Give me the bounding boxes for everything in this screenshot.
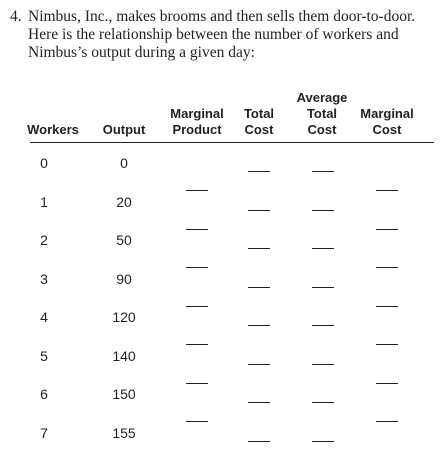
header-workers: Workers — [27, 122, 79, 137]
marginal-product-blank — [186, 306, 208, 307]
total-cost-blank — [248, 325, 270, 326]
workers-cell: 2 — [40, 232, 48, 248]
marginal-product-blank — [186, 383, 208, 384]
average-total-cost-blank — [312, 441, 334, 442]
output-cell: 150 — [112, 386, 136, 402]
average-total-cost-blank — [312, 248, 334, 249]
header-average-total-cost-line1: Average — [296, 90, 348, 105]
marginal-cost-blank — [376, 190, 398, 191]
header-marginal-product-line1: Marginal — [170, 106, 224, 121]
workers-cell: 1 — [40, 193, 48, 210]
output-cell: 120 — [112, 309, 136, 325]
workers-cell: 0 — [40, 155, 48, 171]
average-total-cost-blank — [312, 287, 334, 288]
average-total-cost-blank — [312, 402, 334, 403]
question-number: 4. — [10, 8, 22, 25]
average-total-cost-blank — [312, 325, 334, 326]
header-output: Output — [102, 122, 146, 137]
workers-cell: 5 — [40, 347, 48, 364]
header-average-total-cost-line2: Total — [306, 106, 338, 121]
total-cost-blank — [248, 402, 270, 403]
marginal-cost-blank — [376, 267, 398, 268]
header-marginal-cost-line2: Cost — [372, 122, 402, 137]
marginal-cost-blank — [376, 383, 398, 384]
marginal-product-blank — [186, 267, 208, 268]
marginal-cost-blank — [376, 229, 398, 230]
question — [10, 8, 432, 62]
output-cell: 155 — [112, 424, 136, 441]
total-cost-blank — [248, 171, 270, 172]
average-total-cost-blank — [312, 364, 334, 365]
marginal-cost-blank — [376, 421, 398, 422]
workers-cell: 7 — [40, 424, 48, 441]
total-cost-blank — [248, 441, 270, 442]
marginal-product-blank — [186, 190, 208, 191]
header-total-cost-line1: Total — [243, 106, 275, 121]
workers-cell: 4 — [40, 309, 48, 325]
workers-cell: 3 — [40, 270, 48, 287]
total-cost-blank — [248, 364, 270, 365]
total-cost-blank — [248, 248, 270, 249]
marginal-product-blank — [186, 344, 208, 345]
output-cell: 140 — [112, 347, 136, 364]
output-cell: 20 — [116, 193, 132, 210]
question-text: Nimbus, Inc., makes brooms and then sells them door-to-door. Here is the relationship between the number of workers and Nimbus’s output during a given day: — [28, 8, 416, 61]
average-total-cost-blank — [312, 210, 334, 211]
total-cost-blank — [248, 287, 270, 288]
header-total-cost-line2: Cost — [244, 122, 274, 137]
output-cell: 50 — [116, 232, 132, 248]
header-average-total-cost-line3: Cost — [307, 122, 337, 137]
total-cost-blank — [248, 210, 270, 211]
header-marginal-cost-line1: Marginal — [360, 106, 414, 121]
marginal-product-blank — [186, 421, 208, 422]
marginal-cost-blank — [376, 344, 398, 345]
output-cell: 0 — [120, 155, 128, 171]
output-cell: 90 — [116, 270, 132, 287]
marginal-cost-blank — [376, 306, 398, 307]
average-total-cost-blank — [312, 171, 334, 172]
header-marginal-product-line2: Product — [172, 122, 222, 137]
header-rule — [30, 142, 434, 143]
workers-cell: 6 — [40, 386, 48, 402]
marginal-product-blank — [186, 229, 208, 230]
